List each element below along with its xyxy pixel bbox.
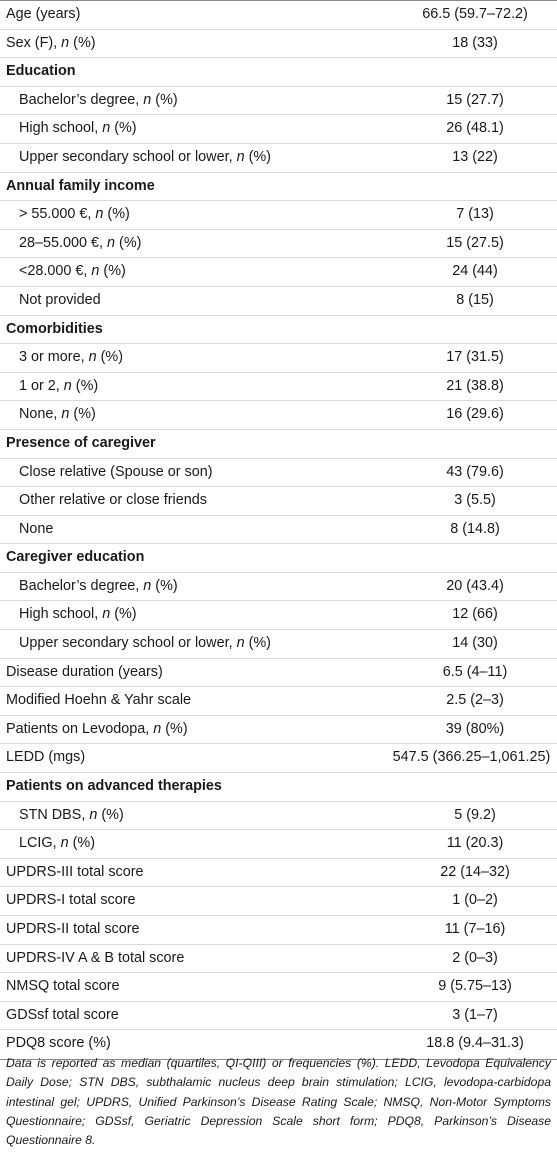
section-header-label: Caregiver education xyxy=(6,549,145,566)
row-label: Disease duration (years) xyxy=(6,663,163,680)
table-row xyxy=(0,629,557,658)
row-value: 547.5 (366.25–1,061.25) xyxy=(392,749,551,766)
row-label: Not provided xyxy=(19,291,101,308)
row-label: UPDRS-I total score xyxy=(6,892,136,909)
row-value: 26 (48.1) xyxy=(446,120,504,137)
table-row xyxy=(0,886,557,915)
section-header-label: Comorbidities xyxy=(6,320,103,337)
row-label: 28–55.000 €, n (%) xyxy=(19,234,142,251)
table-row xyxy=(0,743,557,772)
row-label: High school, n (%) xyxy=(19,606,137,623)
row-label: NMSQ total score xyxy=(6,978,120,995)
table-row xyxy=(0,686,557,715)
row-value: 12 (66) xyxy=(452,606,498,623)
row-value: 11 (7–16) xyxy=(444,921,506,937)
table-row xyxy=(0,915,557,944)
table-row xyxy=(0,400,557,429)
row-label: Patients on Levodopa, n (%) xyxy=(6,720,188,737)
row-value: 15 (27.7) xyxy=(446,91,504,108)
table-row xyxy=(0,229,557,258)
table-row xyxy=(0,972,557,1001)
row-value: 20 (43.4) xyxy=(446,577,504,594)
row-label: Age (years) xyxy=(6,6,81,22)
row-value: 15 (27.5) xyxy=(446,234,504,251)
section-header-row xyxy=(0,429,557,458)
table-row xyxy=(0,86,557,115)
section-header-row xyxy=(0,543,557,572)
section-header-label: Annual family income xyxy=(6,177,155,194)
section-header-row xyxy=(0,57,557,86)
table-row xyxy=(0,486,557,515)
table-row xyxy=(0,600,557,629)
row-label: Bachelor’s degree, n (%) xyxy=(19,91,178,108)
row-label: LCIG, n (%) xyxy=(19,835,95,852)
table-row xyxy=(0,572,557,601)
row-label: None, n (%) xyxy=(19,406,96,423)
row-value: 6.5 (4–11) xyxy=(442,663,508,680)
table-row xyxy=(0,715,557,744)
table-row xyxy=(0,944,557,973)
section-header-row xyxy=(0,315,557,344)
row-label: 1 or 2, n (%) xyxy=(19,377,99,394)
table-row xyxy=(0,200,557,229)
table-row xyxy=(0,343,557,372)
table-row xyxy=(0,257,557,286)
row-value: 17 (31.5) xyxy=(446,349,504,366)
table-footnote: Data is reported as median (quartiles, QI-QIII) or frequencies (%). LEDD, Levodopa Equivalency Daily Dose; STN DBS, subthalamic nucleus deep brain stimulation; LCIG, levodopa-carbidopa intestinal gel; UPDRS, Unified Parkinson’s Disease Rating Scale; NMSQ, Non-Motor Symptoms Questionnaire; GDSsf, Geriatric Depression Scale short form; PDQ8, Parkinson’s Disease Questionnaire 8. xyxy=(6,1056,551,1147)
table-row xyxy=(0,1001,557,1030)
section-header-label: Presence of caregiver xyxy=(6,434,156,451)
row-label: Upper secondary school or lower, n (%) xyxy=(19,148,271,165)
row-value: 11 (20.3) xyxy=(446,835,504,852)
section-header-row xyxy=(0,172,557,201)
table-row xyxy=(0,829,557,858)
row-label: Other relative or close friends xyxy=(19,492,207,509)
row-label: <28.000 €, n (%) xyxy=(19,263,126,280)
row-value: 8 (14.8) xyxy=(450,520,500,537)
row-label: UPDRS-IV A & B total score xyxy=(6,949,185,966)
row-value: 3 (1–7) xyxy=(452,1006,498,1023)
row-value: 7 (13) xyxy=(456,206,494,223)
table-row xyxy=(0,114,557,143)
row-label: None xyxy=(19,520,54,537)
table-row xyxy=(0,658,557,687)
row-value: 16 (29.6) xyxy=(446,406,504,423)
table-row xyxy=(0,286,557,315)
row-value: 2.5 (2–3) xyxy=(446,692,504,709)
row-label: LEDD (mgs) xyxy=(6,749,86,766)
row-value: 13 (22) xyxy=(452,148,498,165)
section-header-label: Education xyxy=(6,63,76,80)
row-value: 18.8 (9.4–31.3) xyxy=(426,1035,524,1052)
table-row xyxy=(0,372,557,401)
row-label: Modified Hoehn & Yahr scale xyxy=(6,692,192,709)
row-label: High school, n (%) xyxy=(19,120,137,137)
row-label: Upper secondary school or lower, n (%) xyxy=(19,635,271,652)
row-value: 5 (9.2) xyxy=(454,806,496,823)
row-value: 8 (15) xyxy=(456,291,494,308)
row-label: Sex (F), n (%) xyxy=(6,34,96,51)
row-value: 18 (33) xyxy=(452,34,498,51)
row-label: STN DBS, n (%) xyxy=(19,806,124,823)
row-label: GDSsf total score xyxy=(6,1006,119,1023)
row-label: > 55.000 €, n (%) xyxy=(19,206,130,223)
row-value: 2 (0–3) xyxy=(452,949,498,966)
table-row xyxy=(0,801,557,830)
row-value: 21 (38.8) xyxy=(446,377,504,394)
row-label: Bachelor’s degree, n (%) xyxy=(19,577,178,594)
row-label: UPDRS-II total score xyxy=(6,921,140,937)
row-value: 24 (44) xyxy=(452,263,498,280)
row-value: 3 (5.5) xyxy=(454,492,496,509)
table-row xyxy=(0,143,557,172)
section-header-label: Patients on advanced therapies xyxy=(6,778,222,795)
row-value: 9 (5.75–13) xyxy=(438,978,512,995)
row-value: 43 (79.6) xyxy=(446,463,504,480)
table-row xyxy=(0,458,557,487)
row-value: 66.5 (59.7–72.2) xyxy=(422,6,528,22)
row-label: PDQ8 score (%) xyxy=(6,1035,111,1052)
table-row xyxy=(0,515,557,544)
row-label: Close relative (Spouse or son) xyxy=(19,463,213,480)
table-row xyxy=(0,29,557,58)
row-value: 1 (0–2) xyxy=(452,892,498,909)
row-value: 22 (14–32) xyxy=(440,863,510,880)
row-label: UPDRS-III total score xyxy=(6,863,144,880)
section-header-row xyxy=(0,772,557,801)
table-row xyxy=(0,858,557,887)
table-row xyxy=(0,0,557,29)
row-value: 14 (30) xyxy=(452,635,498,652)
row-value: 39 (80%) xyxy=(445,720,505,737)
row-label: 3 or more, n (%) xyxy=(19,349,123,366)
